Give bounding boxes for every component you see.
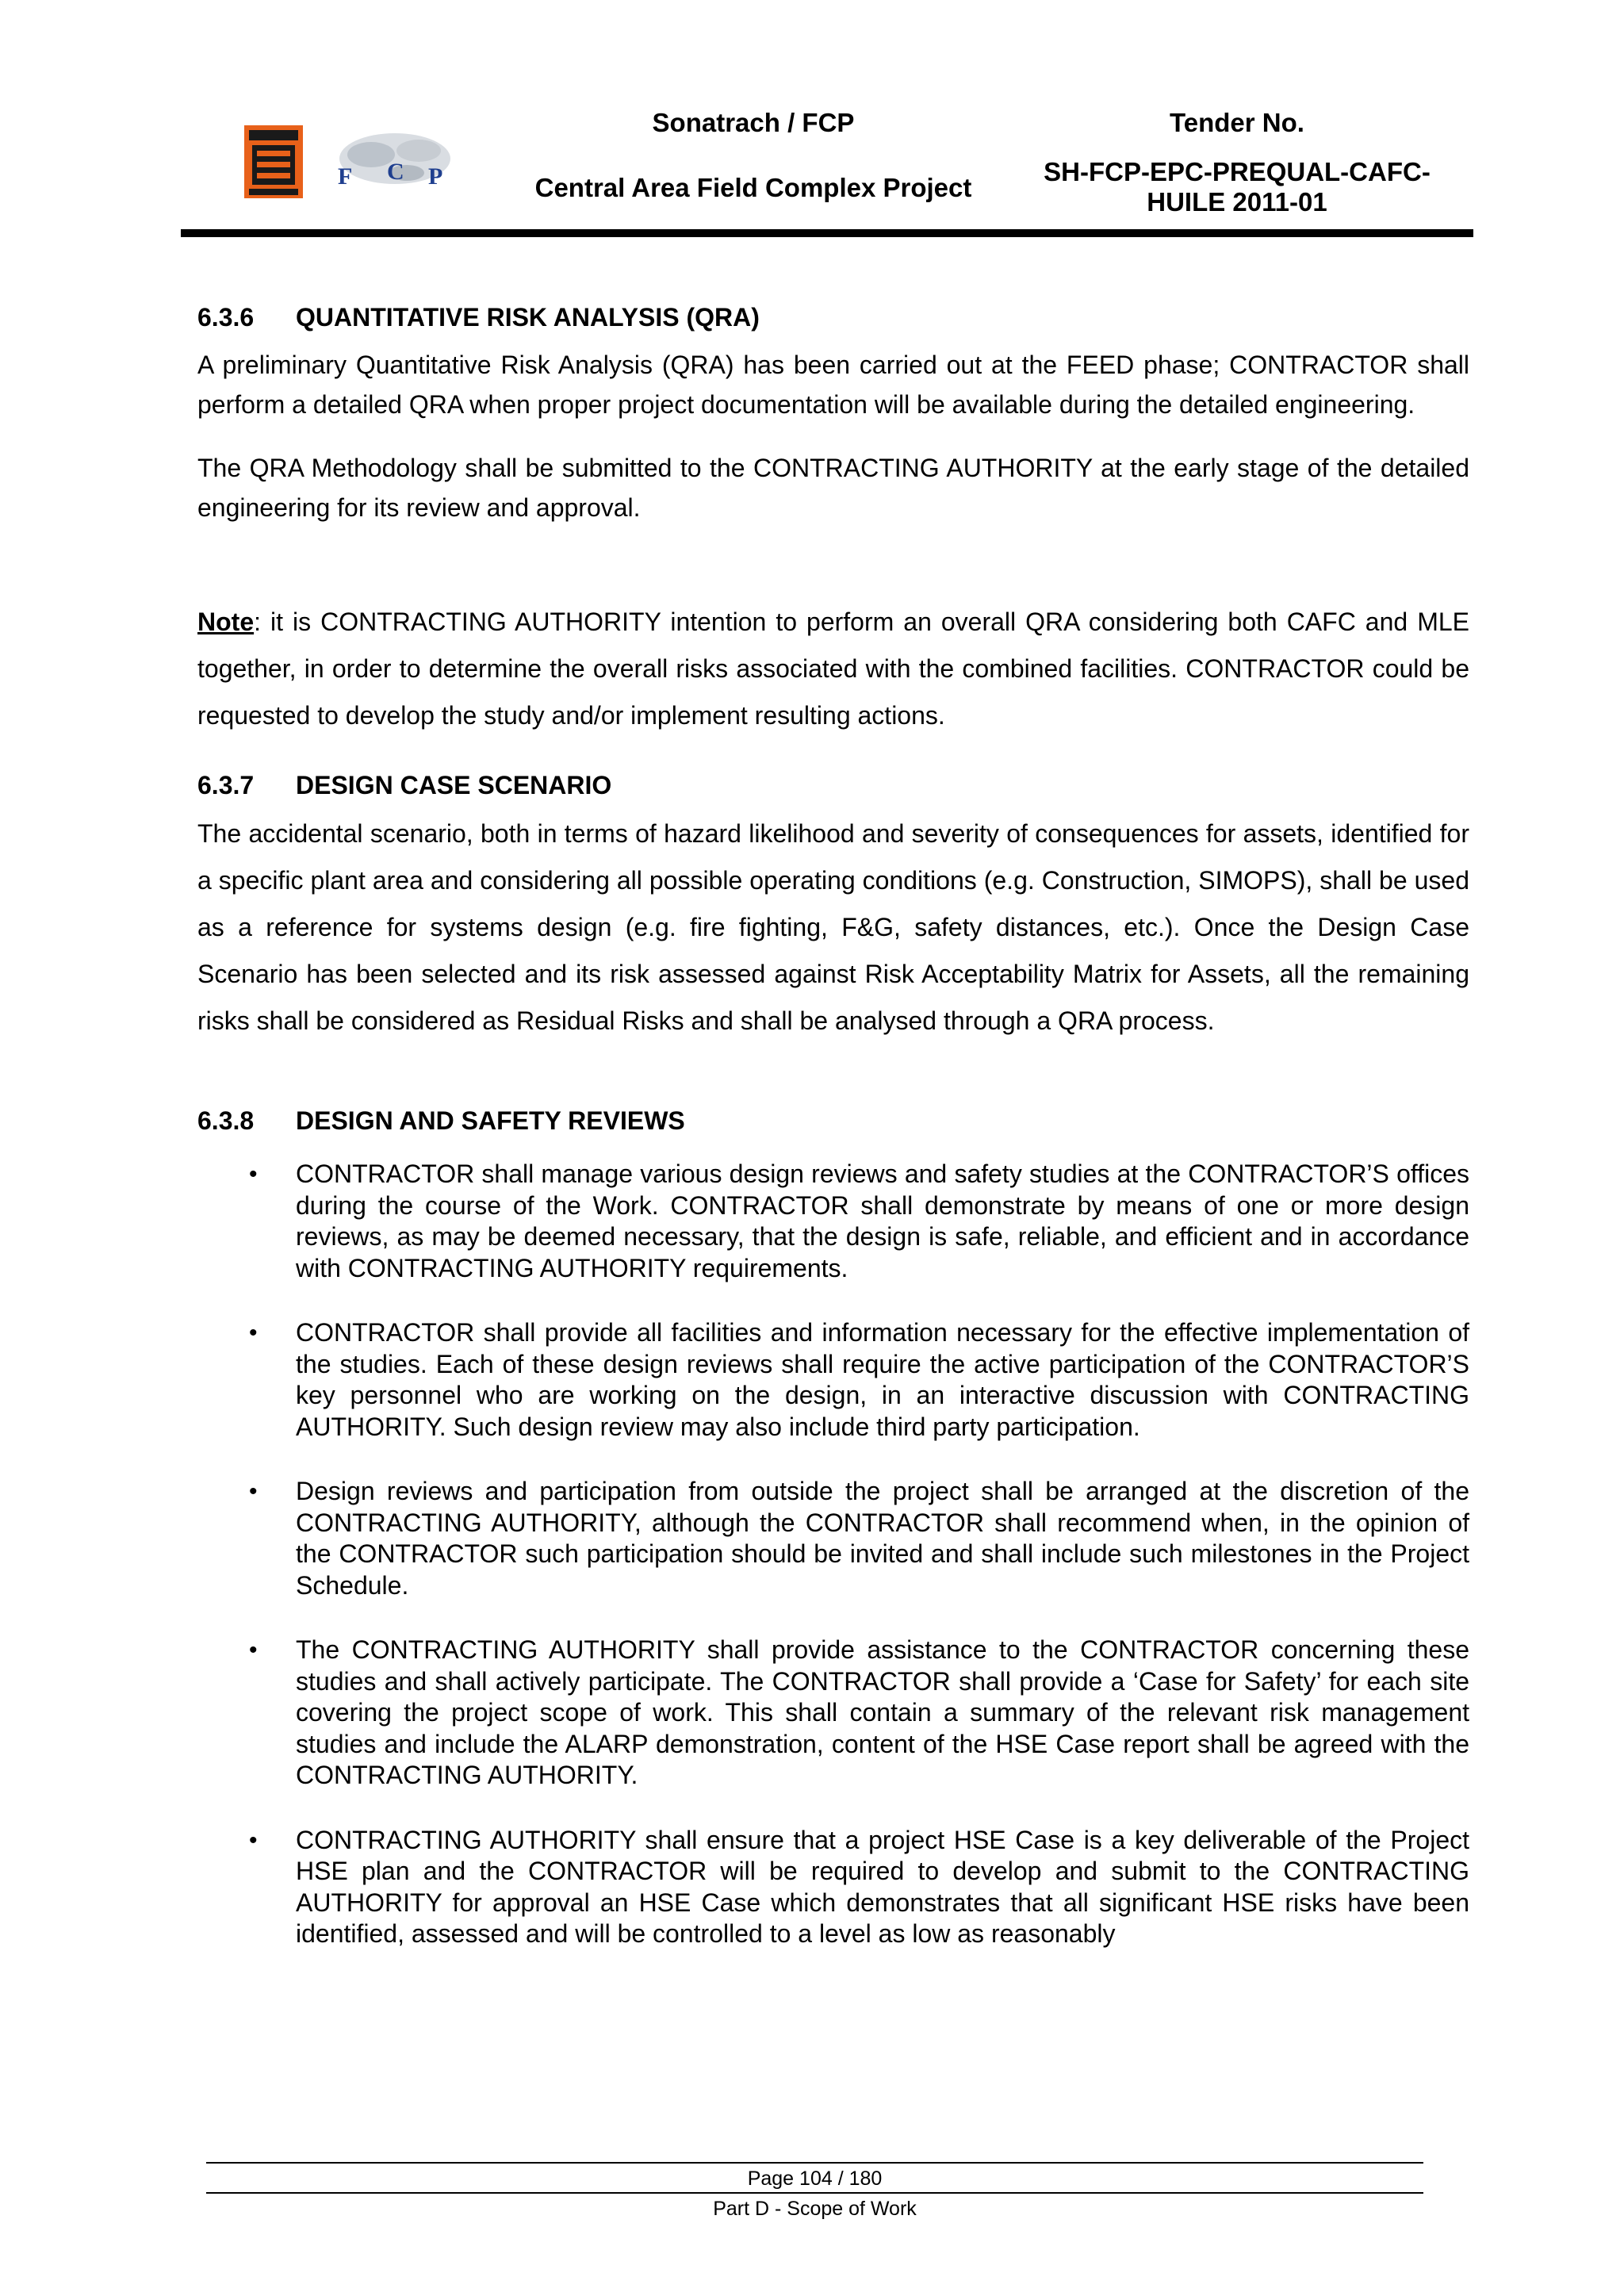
bullet-icon: • bbox=[249, 1826, 258, 1853]
header-project-title: Central Area Field Complex Project bbox=[534, 173, 972, 202]
section-heading-6-3-8 bbox=[197, 1105, 1469, 1137]
list-item-text: Design reviews and participation from outside the project shall be arranged at the discretion of the CONTRACTING AUTHORITY, although the CONTRACTOR shall recommend when, in the opinion of the CONTRACTOR such participation should be invited and shall include such milestones in the Project Schedule. bbox=[296, 1477, 1469, 1600]
document-body bbox=[197, 301, 1469, 1950]
list-item-text: The CONTRACTING AUTHORITY shall provide assistance to the CONTRACTOR concerning these studies and shall actively participate. The CONTRACTOR shall provide a ‘Case for Safety’ for each site covering the project scope of work. This shall contain a summary of the relevant risk management studies and include the ALARP demonstration, content of the HSE Case report shall be agreed with the CONTRACTING AUTHORITY. bbox=[296, 1635, 1469, 1789]
section-heading-6-3-6 bbox=[197, 301, 1469, 333]
footer-divider-top bbox=[206, 2162, 1423, 2164]
paragraph: A preliminary Quantitative Risk Analysis (QRA) has been carried out at the FEED phase; CONTRACTOR shall perform a detailed QRA when proper project documentation will be available during the detailed engineering. bbox=[197, 351, 1469, 419]
svg-text:P: P bbox=[428, 163, 443, 190]
section-number: 6.3.6 bbox=[197, 303, 255, 332]
svg-text:F: F bbox=[338, 163, 353, 190]
list-item bbox=[197, 1317, 1469, 1443]
svg-text:C: C bbox=[387, 159, 404, 185]
section-title: DESIGN AND SAFETY REVIEWS bbox=[296, 1106, 685, 1135]
fcp-logo bbox=[324, 127, 458, 202]
footer-page-number: Page 104 / 180 bbox=[747, 2168, 883, 2190]
list-item bbox=[197, 1825, 1469, 1950]
bullet-icon: • bbox=[249, 1637, 258, 1663]
list-item-text: CONTRACTOR shall manage various design reviews and safety studies at the CONTRACTOR’S offices during the course of the Work. CONTRACTOR shall demonstrate by means of one or more design reviews, as may be deemed necessary, that the design is safe, reliable, and efficient and in accordance with CONTRACTING AUTHORITY requirements. bbox=[296, 1159, 1469, 1282]
section-number: 6.3.7 bbox=[197, 771, 255, 799]
paragraph: The QRA Methodology shall be submitted to the CONTRACTING AUTHORITY at the early stage of the detailed engineering for its review and approval. bbox=[197, 454, 1469, 522]
list-item bbox=[197, 1476, 1469, 1601]
section-title: QUANTITATIVE RISK ANALYSIS (QRA) bbox=[296, 303, 760, 332]
section-title: DESIGN CASE SCENARIO bbox=[296, 771, 612, 799]
sonatrach-logo bbox=[244, 125, 303, 198]
note-text: : it is CONTRACTING AUTHORITY intention to perform an overall QRA considering both CAFC and MLE together, in order to determine the overall risks associated with the combined facilities. CONTRACTOR could be requested to develop the study and/or implement resulting actions. bbox=[197, 608, 1469, 730]
list-item-text: CONTRACTING AUTHORITY shall ensure that a project HSE Case is a key deliverable of the Project HSE plan and the CONTRACTOR will be required to develop and submit to the CONTRACTING AUTHORITY for approval an HSE Case which demonstrates that all significant HSE risks have been identified, assessed and will be controlled to a level as low as reasonably bbox=[296, 1825, 1469, 1948]
list-item bbox=[197, 1159, 1469, 1284]
note-paragraph bbox=[197, 599, 1469, 739]
footer-part-label: Part D - Scope of Work bbox=[713, 2198, 917, 2220]
header-tender-label: Tender No. bbox=[1170, 108, 1304, 137]
list-item bbox=[197, 1635, 1469, 1792]
bullet-icon: • bbox=[249, 1478, 258, 1504]
bullet-icon: • bbox=[249, 1320, 258, 1346]
section-number: 6.3.8 bbox=[197, 1106, 255, 1135]
paragraph: The accidental scenario, both in terms of hazard likelihood and severity of consequences for assets, identified for a specific plant area and considering all possible operating conditions (e.g. Construction, SIMOPS), shall be used as a reference for systems design (e.g. fire fighting, F&G, safety distances, etc.). Once the Design Case Scenario has been selected and its risk assessed against Risk Acceptability Matrix for Assets, all the remaining risks shall be considered as Residual Risks and shall be analysed through a QRA process. bbox=[197, 819, 1469, 1035]
bullet-list bbox=[197, 1159, 1469, 1950]
list-item-text: CONTRACTOR shall provide all facilities and information necessary for the effective implementation of the studies. Each of these design reviews shall require the active participation of the CONTRACTOR’S key personnel who are working on the design, in an interactive discussion with CONTRACTING AUTHORITY. Such design review may also include third party participation. bbox=[296, 1318, 1469, 1441]
bullet-icon: • bbox=[249, 1161, 258, 1187]
header-company: Sonatrach / FCP bbox=[652, 108, 855, 137]
header-tender-number: SH-FCP-EPC-PREQUAL-CAFC-HUILE 2011-01 bbox=[1044, 157, 1431, 217]
note-label: Note bbox=[197, 608, 255, 636]
header-divider bbox=[181, 229, 1473, 237]
footer-divider-bottom bbox=[206, 2192, 1423, 2194]
section-heading-6-3-7 bbox=[197, 769, 1469, 801]
